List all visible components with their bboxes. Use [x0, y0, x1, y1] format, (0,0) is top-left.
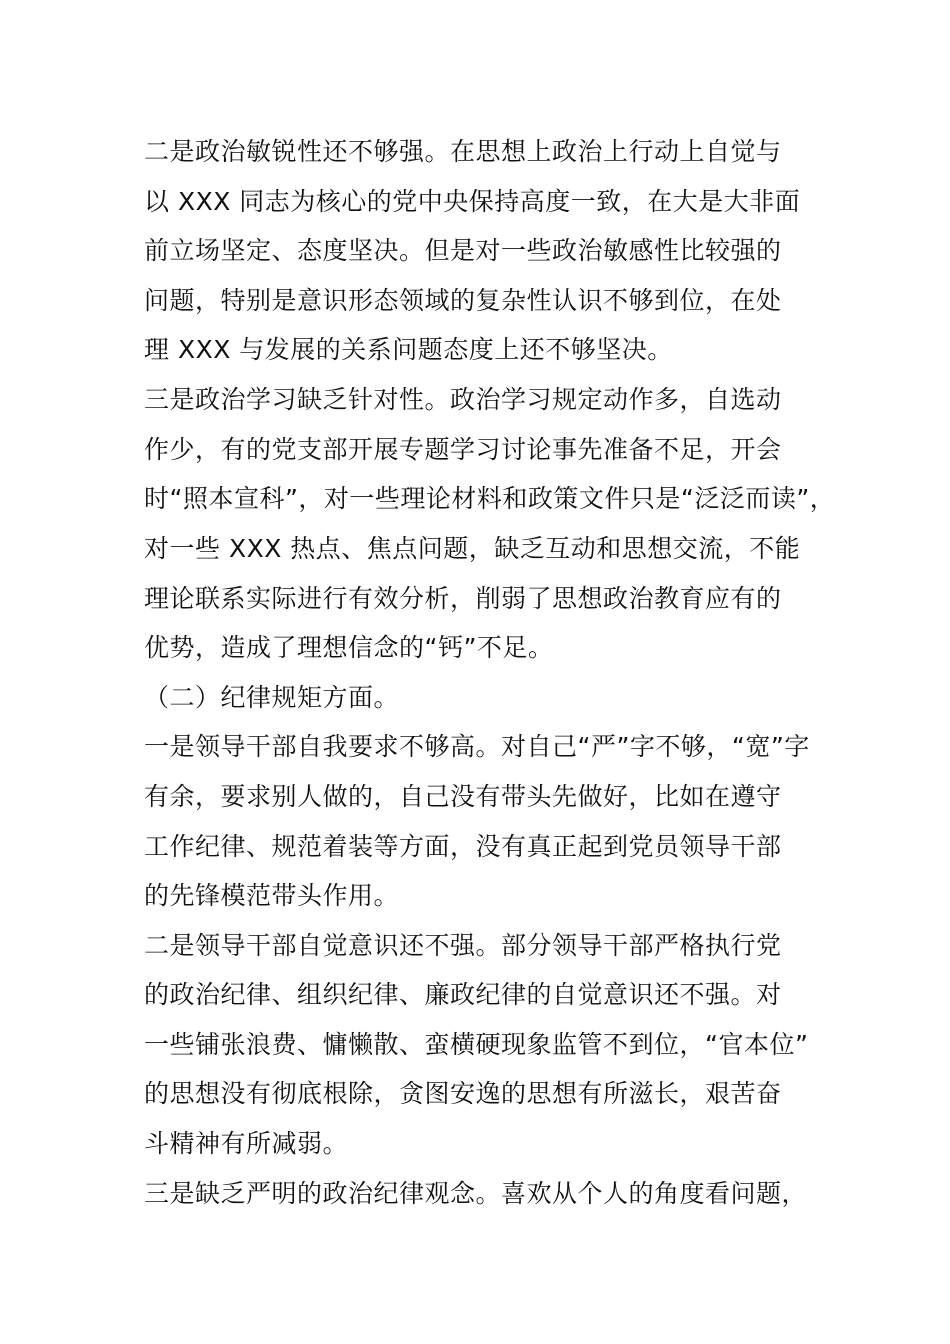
text-line: 二是政治敏锐性还不够强。在思想上政治上行动上自觉与	[144, 137, 782, 166]
text-line: 以 XXX 同志为核心的党中央保持高度一致，在大是大非面	[144, 187, 801, 216]
text-line: 的先锋模范带头作用。	[144, 881, 400, 910]
text-line: 有余，要求别人做的，自己没有带头先做好，比如在遵守	[144, 782, 782, 811]
text-line: 作少，有的党支部开展专题学习讨论事先准备不足，开会	[144, 435, 782, 464]
text-line: 一些铺张浪费、慵懒散、蛮横硬现象监管不到位，“官本位”	[144, 1030, 809, 1059]
text-line: 的政治纪律、组织纪律、廉政纪律的自觉意识还不强。对	[144, 980, 782, 1009]
text-line: 理 XXX 与发展的关系问题态度上还不够坚决。	[144, 335, 673, 364]
text-line: 二是领导干部自觉意识还不强。部分领导干部严格执行党	[144, 931, 782, 960]
text-line: 前立场坚定、态度坚决。但是对一些政治敏感性比较强的	[144, 236, 782, 265]
text-line: 时“照本宣科”，对一些理论材料和政策文件只是“泛泛而读”，	[144, 484, 836, 513]
text-line: 三是政治学习缺乏针对性。政治学习规定动作多，自选动	[144, 385, 782, 414]
section-heading: （二）纪律规矩方面。	[144, 683, 400, 712]
text-line: 对一些 XXX 热点、焦点问题，缺乏互动和思想交流，不能	[144, 534, 801, 563]
text-line: 理论联系实际进行有效分析，削弱了思想政治教育应有的	[144, 584, 782, 613]
text-line: 三是缺乏严明的政治纪律观念。喜欢从个人的角度看问题，	[144, 1179, 808, 1208]
text-line: 一是领导干部自我要求不够高。对自己“严”字不够，“宽”字	[144, 732, 810, 761]
text-line: 斗精神有所减弱。	[144, 1129, 349, 1158]
text-line: 优势，造成了理想信念的“钙”不足。	[144, 633, 554, 662]
text-line: 的思想没有彻底根除，贪图安逸的思想有所滋长，艰苦奋	[144, 1079, 782, 1108]
text-line: 工作纪律、规范着装等方面，没有真正起到党员领导干部	[144, 832, 782, 861]
text-line: 问题，特别是意识形态领域的复杂性认识不够到位，在处	[144, 286, 782, 315]
